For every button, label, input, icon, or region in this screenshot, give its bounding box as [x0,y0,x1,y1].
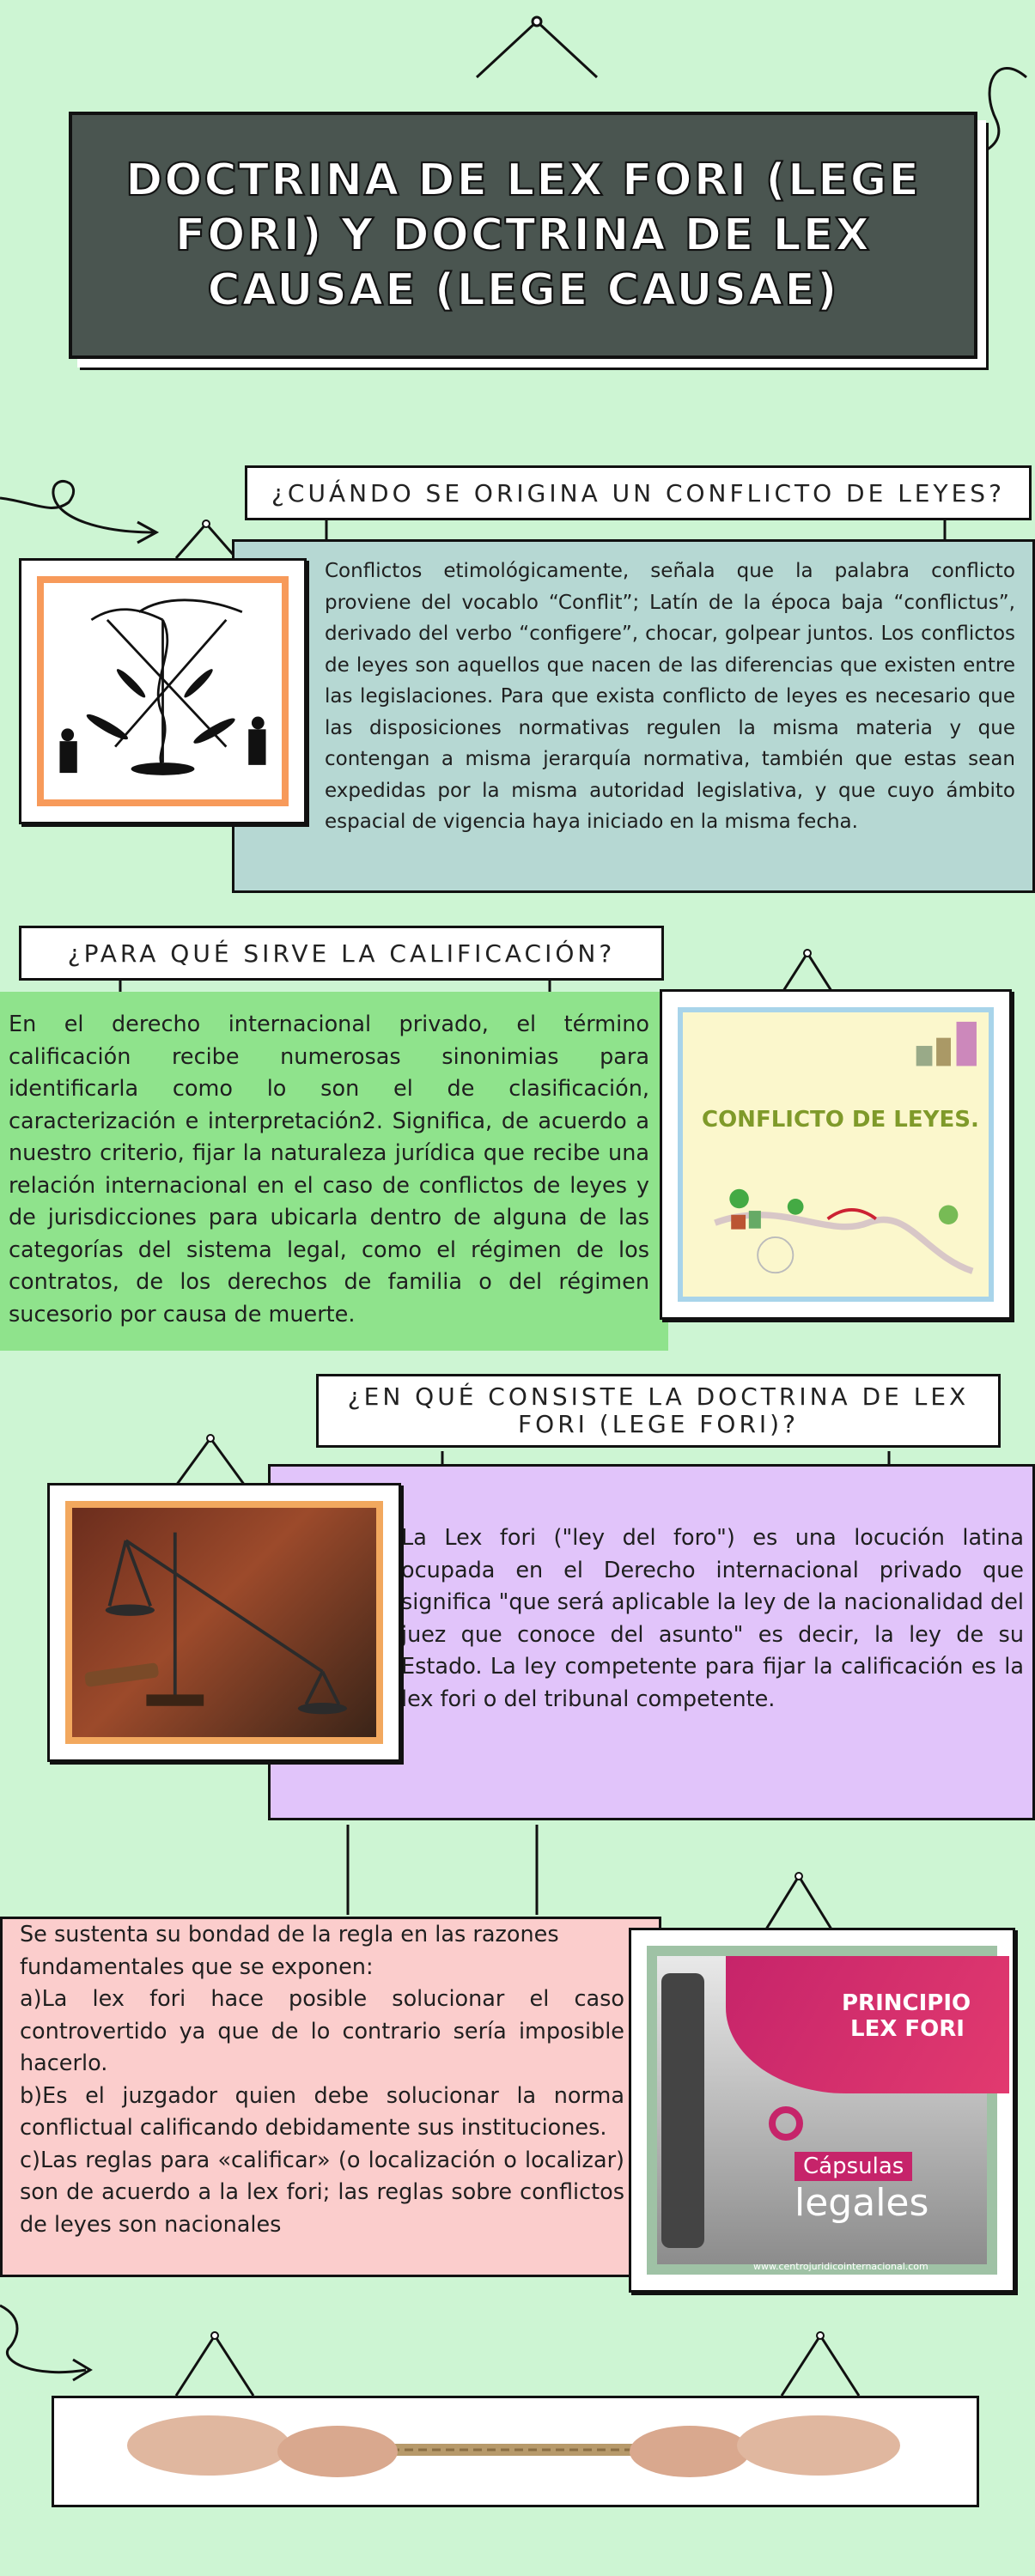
section1-image [37,576,289,806]
section2-image-caption: CONFLICTO DE LEYES. [702,1107,979,1133]
title-hanger-icon [477,21,597,77]
bottom-image-frame [52,2396,979,2507]
section4-image-tag: Cápsulas [795,2152,912,2181]
section2-image [678,1007,994,1302]
title-banner [69,112,977,359]
section3-body: La Lex fori ("ley del foro") es una locución latina ocupada en el Derecho internacional privado que significa "que será aplicable la ley de la nacionalidad del juez que conoce del asunto" es decir, la ley de su Estado. La ley competente para fijar la calificación es la lex fori o del tribunal competente. [401,1525,1024,1712]
loop-arrow-icon [0,482,155,532]
section2-heading: ¿PARA QUÉ SIRVE LA CALIFICACIÓN? [19,926,664,981]
map-illustration [683,1012,989,1297]
section2-image-frame [660,989,1012,1320]
section2-body: En el derecho internacional privado, el término calificación recibe numerosas sinonimias para identificarla como lo son el de clasificación, caracterización e interpretación2. Significa, de acuerdo a nuestro criterio, fijar la naturaleza jurídica que recibe una relación internacional en el caso de conflictos de leyes y de jurisdicciones para ubicarla dentro de alguna de las categorías del sistema legal, como el régimen de los contratos, de los derechos de familia o del régimen sucesorio por causa de muerte. [9,1012,649,1327]
section4-point-b: b)Es el juzgador quien debe solucionar la norma conflictual calificando debidamente sus instituciones. [20,2082,624,2141]
section4-panel [0,1917,661,2277]
section4-image-title-2: LEX FORI [850,2016,965,2042]
section3-image [65,1501,383,1744]
section4-image-tag2: legales [795,2181,929,2225]
section4-point-a: a)La lex fori hace posible solucionar el caso controvertido ya que de lo contrario sería imposible hacerlo. [20,1986,624,2076]
section3-heading: ¿EN QUÉ CONSISTE LA DOCTRINA DE LEX FORI (LEGE FORI)? [316,1374,1001,1448]
section3-image-frame [47,1483,401,1762]
section1-heading: ¿CUÁNDO SE ORIGINA UN CONFLICTO DE LEYES? [245,465,1032,520]
page-title: DOCTRINA DE LEX FORI (LEGE FORI) Y DOCTRINA DE LEX CAUSAE (LEGE CAUSAE) [125,155,921,316]
bottom-arrow-icon [0,2306,86,2372]
section1-body: Conflictos etimológicamente, señala que la palabra conflicto proviene del vocablo “Conflit”; Latín de la época baja “conflictus”, derivado del verbo “configere”, chocar, golpear juntos. Los conflictos de leyes son aquellos que nacen de las diferencias que existen entre las legislaciones. Para que exista conflicto de leyes es necesario que las disposiciones normativas regulen la misma materia y que contengan a misma jerarquía normativa, también que estas sean expedidas por la misma autoridad legislativa, y que cuyo ámbito espacial de vigencia haya iniciado en la misma fecha. [325,560,1015,833]
section4-image-frame [629,1928,1015,2293]
scales-of-justice-photo [72,1508,376,1737]
section4-image-url: www.centrojuridicointernacional.com [753,2261,928,2272]
scales-tug-of-war-illustration [44,583,282,799]
phone-icon [661,1973,704,2248]
tug-of-war-hands-image [54,2398,977,2505]
section2-panel [0,992,668,1351]
section1-panel [232,539,1035,893]
section4-image-title-1: PRINCIPIO [842,1990,971,2016]
section4-intro: Se sustenta su bondad de la regla en las razones fundamentales que se exponen: [20,1922,559,1980]
section1-image-frame [19,558,307,824]
circle-logo-icon [769,2106,803,2141]
section4-point-c: c)Las reglas para «calificar» (o localización o localizar) son de acuerdo a la lex fori; las reglas sobre conflictos de leyes son nacionales [20,2147,624,2238]
section4-image [647,1946,997,2275]
